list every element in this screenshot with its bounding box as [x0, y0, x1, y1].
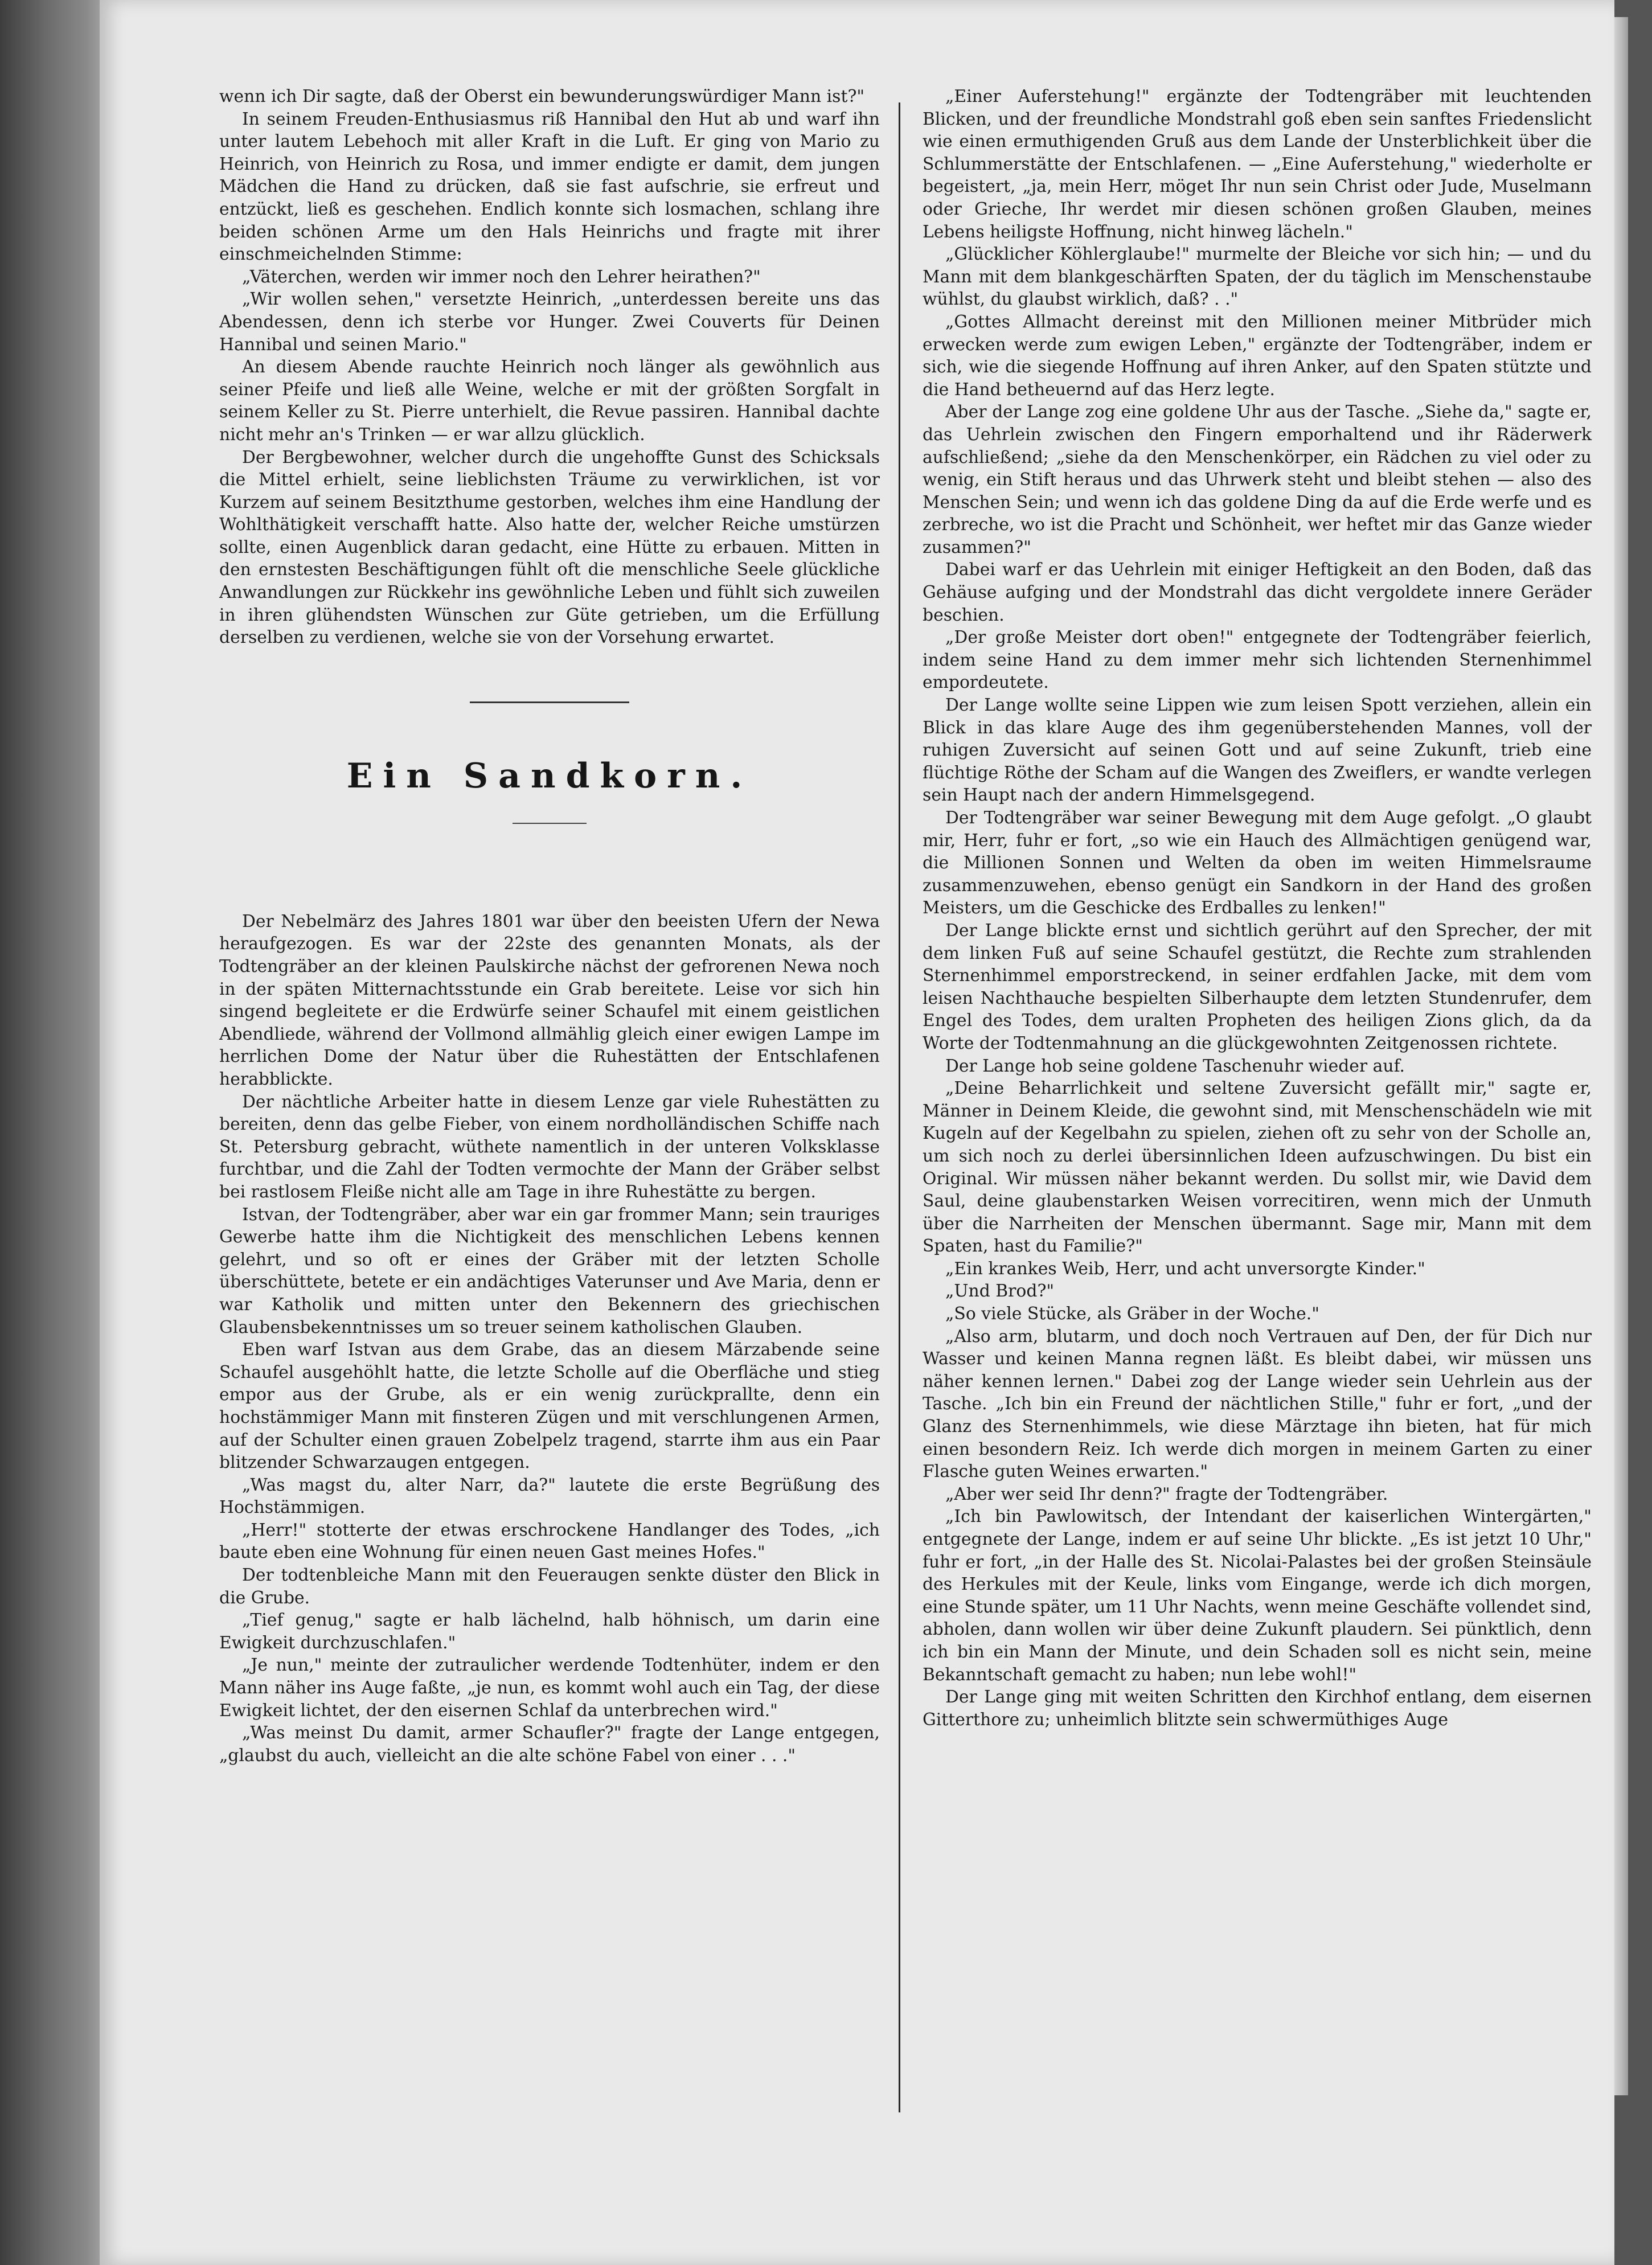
left-paragraph: wenn ich Dir sagte, daß der Oberst ein bewunderungswürdiger Mann ist?" [219, 87, 865, 106]
right-paragraph: „Ich bin Pawlowitsch, der Intendant der kaiserlichen Wintergärten," entgegnete der Lange, indem er auf seine Uhr blickte. „Es ist jetzt 10 Uhr," fuhr er fort, „in der Halle des St. Nicolai-Palastes bei der großen Steinsäule des Herkules mit der Keule, links vom Eingange, werde ich dich morgen, eine Stunde später, um 11 Uhr Nachts, wenn meine Geschäfte vollendet sind, abholen, dann wollen wir über deine Zukunft plaudern. Sei pünktlich, denn ich bin ein Mann der Minute, und dein Schaden soll es nicht sein, meine Bekanntschaft gemacht zu haben; nun lebe wohl!" [923, 1507, 1592, 1685]
left-paragraph: Istvan, der Todtengräber, aber war ein gar frommer Mann; sein trauriges Gewerbe hatte ihm die Nichtigkeit des menschlichen Lebens kennen gelehrt, und so oft er eines der Gräber mit der letzten Scholle überschüttete, betete er ein andächtiges Vaterunser und Ave Maria, denn er war Katholik und mitten unter den Bekennern des griechischen Glaubensbekenntnisses um so treuer seinem katholischen Glauben. [219, 1204, 880, 1337]
right-paragraph: „So viele Stücke, als Gräber in der Woche." [945, 1304, 1319, 1324]
right-paragraph: „Glücklicher Köhlerglaube!" murmelte der Bleiche vor sich hin; — und du Mann mit dem blankgeschärften Spaten, der du täglich im Menschenstaube wühlst, du glaubst wirklich, daß? . ." [923, 244, 1592, 310]
right-paragraph: „Einer Auferstehung!" ergänzte der Todtengräber mit leuchtenden Blicken, und der freundliche Mondstrahl goß eben sein sanftes Friedenslicht wie einen ermuthigenden Gruß aus dem Lande der Unsterblichkeit über die Schlummerstätte der Entschlafenen. — „Eine Auferstehung," wiederholte er begeistert, „ja, mein Herr, möget Ihr nun sein Christ oder Jude, Muselmann oder Grieche, Ihr werdet mir diesen schönen großen Glauben, meines Lebens heiligste Hoffnung, nicht hinweg lächeln." [923, 87, 1592, 242]
section-separator [470, 701, 629, 703]
left-paragraph: An diesem Abende rauchte Heinrich noch länger als gewöhnlich aus seiner Pfeife und ließ alle Weine, welche er mit der größten Sorgfalt in seinem Keller zu St. Pierre unterhielt, die Revue passiren. Hannibal dachte nicht mehr an's Trinken — er war allzu glücklich. [219, 357, 880, 445]
column-divider [899, 102, 900, 2112]
left-paragraph: Der Bergbewohner, welcher durch die ungehoffte Gunst des Schicksals die Mittel erhielt, seine lieblichsten Träume zu verwirklichen, ist vor Kurzem auf seinem Besitzthume gestorben, welches ihm eine Handlung der Wohlthätigkeit verschafft hatte. Also hatte der, welcher Reiche umstürzen sollte, einen Augenblick daran gedacht, eine Hütte zu erbauen. Mitten in den ernstesten Beschäftigungen fühlt oft die menschliche Seele glückliche Anwandlungen zur Rückkehr ins gewöhnliche Leben und fühlt sich zuweilen in ihren glühendsten Wünschen zur Güte getrieben, um die Erfüllung derselben zu verdienen, welche sie von der Vorsehung erwartet. [219, 447, 880, 648]
left-paragraph: „Was meinst Du damit, armer Schaufler?" fragte der Lange entgegen, „glaubst du auch, vielleicht an die alte schöne Fabel von einer . . ." [219, 1723, 880, 1766]
page-stack-edge [1612, 0, 1652, 2265]
article-title: Ein Sandkorn. [346, 756, 753, 796]
right-paragraph: „Gottes Allmacht dereinst mit den Millionen meiner Mitbrüder mich erwecken werde zum ewigen Leben," ergänzte der Todtengräber, indem er sich, wie die siegende Hoffnung auf ihren Anker, auf den Spaten stützte und die Hand betheuernd auf das Herz legte. [923, 311, 1592, 400]
right-paragraph: „Der große Meister dort oben!" entgegnete der Todtengräber feierlich, indem seine Hand zu dem immer mehr sich lichtenden Sternenhimmel empordeutete. [923, 627, 1592, 693]
left-paragraph: „Väterchen, werden wir immer noch den Lehrer heirathen?" [242, 266, 761, 287]
left-column [219, 85, 880, 1767]
left-paragraph: Der todtenbleiche Mann mit den Feueraugen senkte düster den Blick in die Grube. [219, 1565, 880, 1608]
right-paragraph: „Und Brod?" [945, 1281, 1055, 1302]
right-paragraph: „Ein krankes Weib, Herr, und acht unversorgte Kinder." [945, 1258, 1425, 1279]
left-paragraph: Der nächtliche Arbeiter hatte in diesem Lenze gar viele Ruhestätten zu bereiten, denn das gelbe Fieber, von einem nordholländischen Schiffe nach St. Petersburg gebracht, wüthete namentlich in der unteren Volksklasse furchtbar, und die Zahl der Todten vermochte der Mann der Gräber selbst bei rastlosem Fleiße nicht alle am Tage in ihre Ruhestätte zu bergen. [219, 1092, 880, 1202]
left-paragraph: „Tief genug," sagte er halb lächelnd, halb höhnisch, um darin eine Ewigkeit durchzuschlafen." [219, 1610, 880, 1653]
right-paragraph: Der Todtengräber war seiner Bewegung mit dem Auge gefolgt. „O glaubt mir, Herr, fuhr er fort, „so wie ein Hauch des Allmächtigen genügend war, die Millionen Sonnen und Welten da oben im weiten Himmelsraume zusammenzuwehen, ebenso genügt ein Sandkorn in der Hand des großen Meisters, um die Geschicke des Erdballes zu lenken!" [923, 808, 1592, 918]
left-paragraph: „Je nun," meinte der zutraulicher werdende Todtenhüter, indem er den Mann näher ins Auge faßte, „je nun, es kommt wohl auch ein Tag, der diese Ewigkeit lichtet, der den eisernen Schlaf da unterbrechen wird." [219, 1655, 880, 1721]
left-paragraph: „Was magst du, alter Narr, da?" lautete die erste Begrüßung des Hochstämmigen. [219, 1475, 880, 1518]
left-paragraph: Eben warf Istvan aus dem Grabe, das an diesem Märzabende seine Schaufel ausgehöhlt hatte, die letzte Scholle auf die Oberfläche und stieg empor aus der Grube, als er ein wenig zurückprallte, denn ein hochstämmiger Mann mit finsteren Zügen und mit verschlungenen Armen, auf der Schulter einen grauen Zobelpelz tragend, starrte ihm aus ein Paar blitzender Schwarzaugen entgegen. [219, 1340, 880, 1473]
right-paragraph: „Deine Beharrlichkeit und seltene Zuversicht gefällt mir," sagte er, Männer in Deinem Kleide, die gewohnt sind, mit Menschenschädeln wie mit Kugeln auf der Kegelbahn zu spielen, ziehen oft zu sehr von der Scholle an, um sich noch zu derlei übersinnlichen Ideen aufzuschwingen. Du bist ein Original. Wir müssen näher bekannt werden. Du sollst mir, wie David dem Saul, deine glaubenstarken Weisen vorrecitiren, wenn mich der Unmuth über die Narrheiten der Menschen übermannt. Sage mir, Mann mit dem Spaten, hast du Familie?" [923, 1078, 1592, 1257]
right-paragraph: Der Lange blickte ernst und sichtlich gerührt auf den Sprecher, der mit dem linken Fuß auf seine Schaufel gestützt, die Rechte zum strahlenden Sternenhimmel emporstreckend, in seiner erdfahlen Jacke, mit dem vom leisen Nachthauche bespielten Silberhaupte dem letzten Stundenrufer, dem Engel des Todes, dem uralten Propheten des heiligen Zions glich, da da Worte der Todtenmahnung an die glückgewohnten Zeitgenossen richtete. [923, 920, 1592, 1053]
right-paragraph: Aber der Lange zog eine goldene Uhr aus der Tasche. „Siehe da," sagte er, das Uehrlein zwischen den Fingern emporhaltend und ihr Räderwerk aufschließend; „siehe da den Menschenkörper, ein Rädchen zu viel oder zu wenig, ein Stift heraus und das Uhrwerk steht und bleibt stehen — also des Menschen Sein; und wenn ich das goldene Ding da auf die Erde werfe und es zerbreche, wo ist die Pracht und Schönheit, wer heftet mir das Ganze wieder zusammen?" [923, 402, 1592, 557]
left-paragraph: „Wir wollen sehen," versetzte Heinrich, „unterdessen bereite uns das Abendessen, denn ich sterbe vor Hunger. Zwei Couverts für Deinen Hannibal und seinen Mario." [219, 289, 880, 355]
title-underline [513, 823, 587, 824]
left-paragraph: In seinem Freuden-Enthusiasmus riß Hannibal den Hut ab und warf ihn unter lautem Lebehoch mit aller Kraft in die Luft. Er ging von Mario zu Heinrich, von Heinrich zu Rosa, und immer endigte er damit, dem jungen Mädchen die Hand zu drücken, daß sie fast aufschrie, sie erfreut und entzückt, ließ es geschehen. Endlich konnte sich losmachen, schlang ihre beiden schönen Arme um den Hals Heinrichs und fragte mit ihrer einschmeichelnden Stimme: [219, 109, 880, 265]
right-paragraph: „Also arm, blutarm, und doch noch Vertrauen auf Den, der für Dich nur Wasser und keinen Manna regnen läßt. Es bleibt dabei, wir müssen uns näher kennen lernen." Dabei zog der Lange wieder sein Uehrlein aus der Tasche. „Ich bin ein Freund der nächtlichen Stille," fuhr er fort, „und der Glanz des Sternenhimmels, wie diese Märztage ihn bieten, hat für mich einen besondern Reiz. Ich werde dich morgen in meinem Garten zu einer Flasche guten Weines erwarten." [923, 1326, 1592, 1482]
right-paragraph: Der Lange wollte seine Lippen wie zum leisen Spott verziehen, allein ein Blick in das klare Auge des ihm gegenüberstehenden Mannes, voll der ruhigen Zuversicht auf seinen Gott und auf seine Zukunft, trieb eine flüchtige Röthe der Scham auf die Wangen des Zweiflers, er wandte verlegen sein Haupt nach der andern Himmelsgegend. [923, 695, 1592, 806]
left-paragraph: „Herr!" stotterte der etwas erschrockene Handlanger des Todes, „ich baute eben eine Wohnung für einen neuen Gast meines Hofes." [219, 1520, 880, 1563]
book-spine [0, 0, 108, 2265]
right-paragraph: Dabei warf er das Uehrlein mit einiger Heftigkeit an den Boden, daß das Gehäuse aufging und der Mondstrahl das dicht vergoldete innere Geräder beschien. [923, 560, 1592, 625]
left-paragraph: Der Nebelmärz des Jahres 1801 war über den beeisten Ufern der Newa heraufgezogen. Es war der 22ste des genannten Monats, als der Todtengräber an der kleinen Paulskirche nächst der gefrorenen Newa noch in der späten Mitternachtsstunde ein Grab bereitete. Leise vor sich hin singend begleitete er die Erdwürfe seiner Schaufel mit einem geistlichen Abendliede, während der Vollmond allmählig gleich einer ewigen Lampe im herrlichen Dome der Natur über die Ruhestätten der Entschlafenen herabblickte. [219, 911, 880, 1089]
right-paragraph: Der Lange hob seine goldene Taschenuhr wieder auf. [945, 1056, 1405, 1076]
right-paragraph: „Aber wer seid Ihr denn?" fragte der Todtengräber. [945, 1484, 1388, 1504]
right-paragraph: Der Lange ging mit weiten Schritten den Kirchhof entlang, dem eisernen Gitterthore zu; unheimlich blitzte sein schwermüthiges Auge [923, 1687, 1592, 1730]
right-column [923, 85, 1592, 1731]
